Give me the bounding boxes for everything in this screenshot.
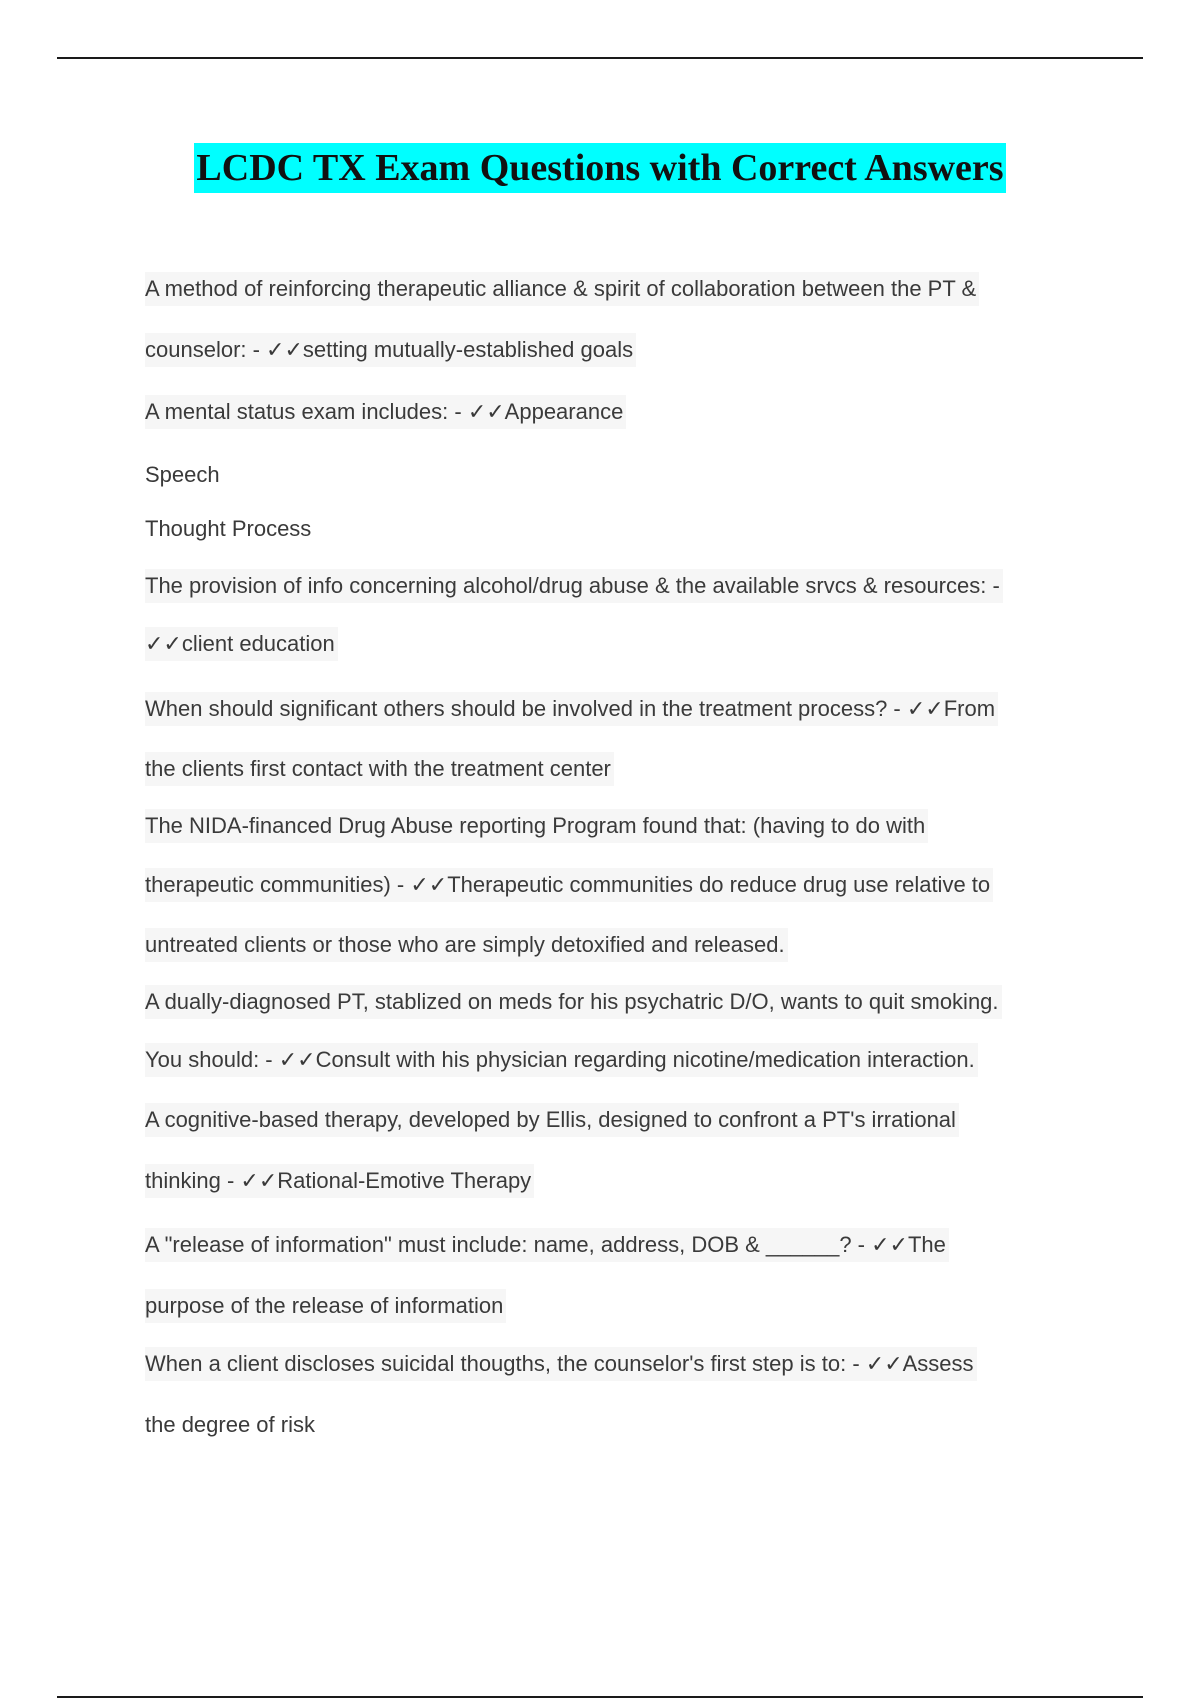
bottom-rule — [57, 1696, 1143, 1698]
text-line: untreated clients or those who are simply detoxified and released. — [145, 928, 788, 962]
text-line: counselor: - ✓✓setting mutually-established goals — [145, 333, 636, 367]
text-line: Thought Process — [145, 516, 312, 541]
text-line: A dually-diagnosed PT, stablized on meds for his psychatric D/O, wants to quit smoking. — [145, 985, 1002, 1019]
text-line: A method of reinforcing therapeutic alliance & spirit of collaboration between the PT & — [145, 272, 979, 306]
text-line: ✓✓client education — [145, 627, 338, 661]
text-line: When should significant others should be involved in the treatment process? - ✓✓From — [145, 692, 998, 726]
text-line: purpose of the release of information — [145, 1289, 506, 1323]
page-title: LCDC TX Exam Questions with Correct Answers — [194, 143, 1005, 193]
text-line: You should: - ✓✓Consult with his physician regarding nicotine/medication interaction. — [145, 1043, 978, 1077]
text-line: thinking - ✓✓Rational-Emotive Therapy — [145, 1164, 534, 1198]
text-line: When a client discloses suicidal thougths, the counselor's first step is to: - ✓✓Assess — [145, 1347, 977, 1381]
text-line: The provision of info concerning alcohol/drug abuse & the available srvcs & resources: - — [145, 569, 1003, 603]
top-rule — [57, 57, 1143, 59]
text-line: the degree of risk — [145, 1412, 315, 1437]
text-line: A "release of information" must include: name, address, DOB & ______? - ✓✓The — [145, 1228, 949, 1262]
text-line: the clients first contact with the treatment center — [145, 752, 614, 786]
text-line: A cognitive-based therapy, developed by Ellis, designed to confront a PT's irrational — [145, 1103, 959, 1137]
text-line: therapeutic communities) - ✓✓Therapeutic communities do reduce drug use relative to — [145, 868, 993, 902]
text-line: The NIDA-financed Drug Abuse reporting Program found that: (having to do with — [145, 809, 928, 843]
text-line: A mental status exam includes: - ✓✓Appearance — [145, 395, 626, 429]
title-container — [0, 143, 1200, 193]
text-line: Speech — [145, 462, 220, 487]
